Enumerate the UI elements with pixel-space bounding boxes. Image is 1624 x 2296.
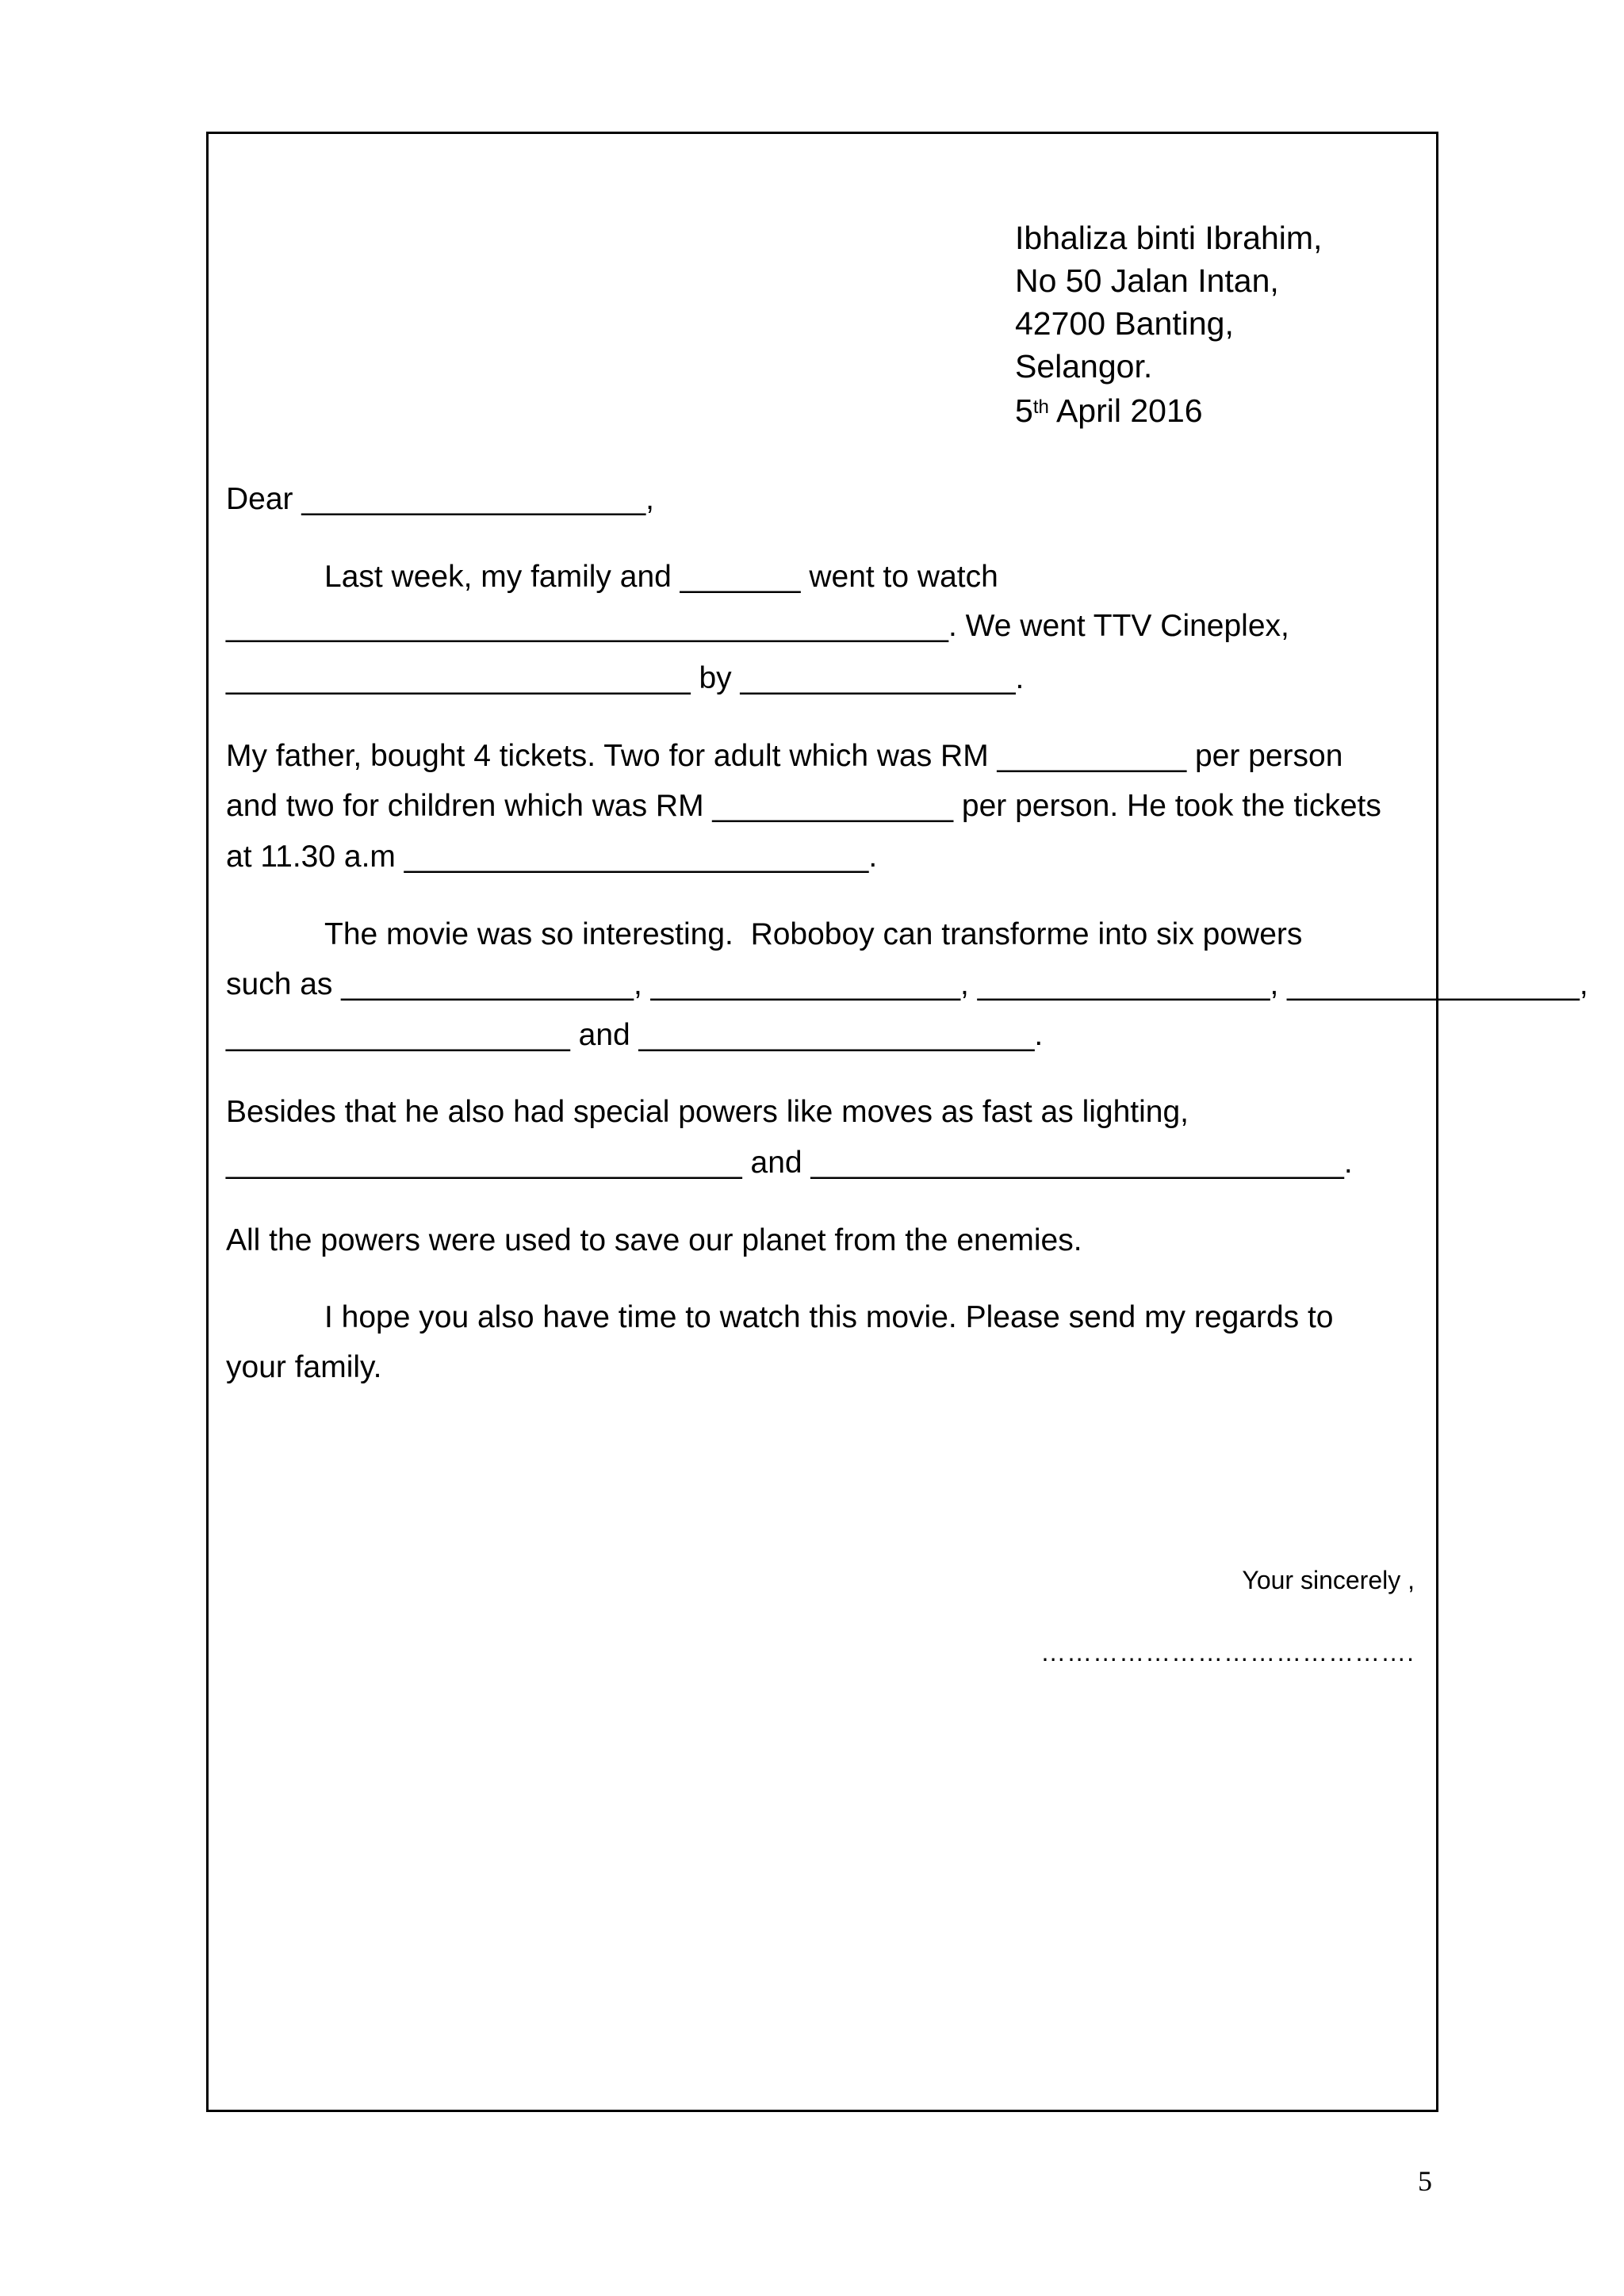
paragraph-3-line-2: such as _________________, __________________, _________________, _________________, <box>226 967 1588 1001</box>
paragraph-3-line-1: The movie was so interesting. Roboboy can transforme into six powers <box>324 917 1303 951</box>
paragraph-3-line-3: ____________________ and _______________________. <box>226 1018 1044 1052</box>
salutation: Dear ____________________, <box>226 482 655 516</box>
paragraph-6-line-2: your family. <box>226 1350 382 1384</box>
page-number: 5 <box>1418 2165 1432 2197</box>
paragraph-6-line-1: I hope you also have time to watch this movie. Please send my regards to <box>324 1300 1334 1334</box>
paragraph-2-line-3: at 11.30 a.m ___________________________. <box>226 840 878 874</box>
sender-state: Selangor. <box>1015 348 1153 385</box>
sender-town: 42700 Banting, <box>1015 305 1234 342</box>
sender-street: No 50 Jalan Intan, <box>1015 262 1279 299</box>
paragraph-5-line-1: All the powers were used to save our planet from the enemies. <box>226 1223 1082 1257</box>
closing-phrase: Your sincerely , <box>1242 1566 1415 1594</box>
paragraph-4-line-1: Besides that he also had special powers like moves as fast as lighting, <box>226 1095 1189 1129</box>
paragraph-2-line-2: and two for children which was RM ______________ per person. He took the tickets <box>226 789 1381 823</box>
paragraph-1-line-3: ___________________________ by ________________. <box>226 661 1025 695</box>
paragraph-1-line-2: __________________________________________. We went TTV Cineplex, <box>226 609 1289 643</box>
signature-line: ……………………………………. <box>1040 1638 1415 1667</box>
paragraph-1-line-1: Last week, my family and _______ went to watch <box>324 560 998 594</box>
paragraph-4-line-2: ______________________________ and _______________________________. <box>226 1146 1353 1180</box>
paragraph-2-line-1: My father, bought 4 tickets. Two for adult which was RM ___________ per person <box>226 739 1343 773</box>
sender-name: Ibhaliza binti Ibrahim, <box>1015 220 1323 256</box>
letter-date: 5th April 2016 <box>1015 392 1203 429</box>
